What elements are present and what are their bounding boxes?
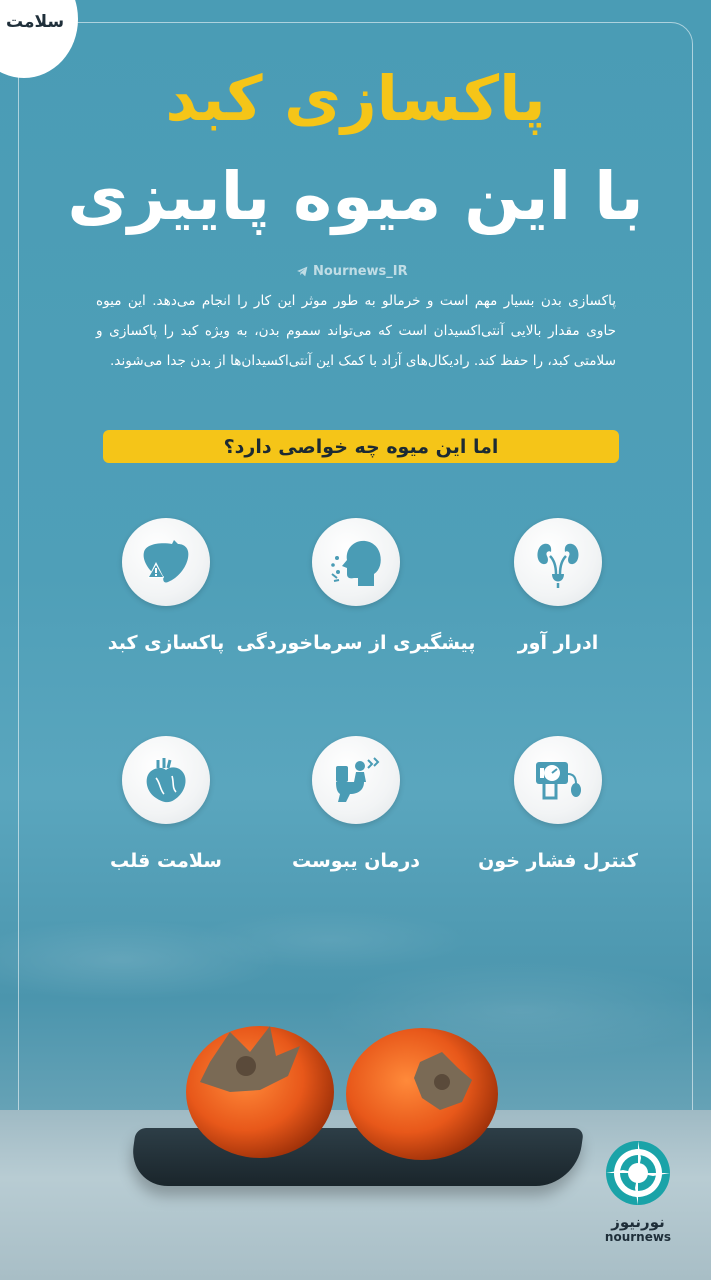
cough-icon — [328, 534, 384, 590]
telegram-icon — [296, 265, 309, 278]
category-label: سلامت — [6, 12, 65, 32]
logo-text-en: nournews — [604, 1230, 672, 1244]
source-handle-text: Nournews_IR — [313, 264, 408, 279]
feature-icon-circle — [514, 736, 602, 824]
intro-paragraph: پاکسازی بدن بسیار مهم است و خرمالو به طور موثر این کار را انجام می‌دهد. این میوه حاوی مقدار بالایی آنتی‌اکسیدان است که می‌تواند سموم بدن، به ویژه کبد را پاکسازی و سلامتی کبد، را حفظ کند. رادیکال‌های آزاد با کمک این آنتی‌اکسیدان‌ها از بدن جدا می‌شوند. — [96, 293, 616, 369]
feature-icon-circle — [312, 736, 400, 824]
feature-label: پیشگیری از سرماخوردگی — [236, 632, 476, 654]
title-line-2: با این میوه پاییزی — [67, 158, 644, 235]
feature-icon-circle — [122, 736, 210, 824]
question-text: اما این میوه چه خواصی دارد؟ — [223, 435, 499, 458]
persimmon-right — [342, 1018, 502, 1164]
feature-icon-circle — [312, 518, 400, 606]
feature-liver-detox — [46, 518, 286, 654]
question-banner — [103, 430, 619, 463]
heart-icon — [138, 752, 194, 808]
persimmon-left — [180, 1012, 340, 1162]
toilet-icon — [328, 752, 384, 808]
brand-logo — [598, 1138, 678, 1246]
feature-label: سلامت قلب — [110, 850, 222, 872]
title-line-1: پاکسازی کبد — [165, 62, 546, 135]
feature-label: پاکسازی کبد — [107, 632, 225, 654]
source-handle — [296, 264, 408, 279]
feature-icon-circle — [122, 518, 210, 606]
nournews-logo-icon — [603, 1138, 673, 1208]
logo-text-fa: نورنیوز — [611, 1213, 665, 1231]
feature-label: کنترل فشار خون — [478, 850, 638, 872]
feature-label: درمان یبوست — [291, 850, 421, 872]
feature-icon-circle — [514, 518, 602, 606]
kidney-icon — [530, 534, 586, 590]
feature-heart-health — [46, 736, 286, 872]
blood-pressure-icon — [530, 752, 586, 808]
feature-label: ادرار آور — [517, 632, 599, 654]
liver-icon — [138, 534, 194, 590]
